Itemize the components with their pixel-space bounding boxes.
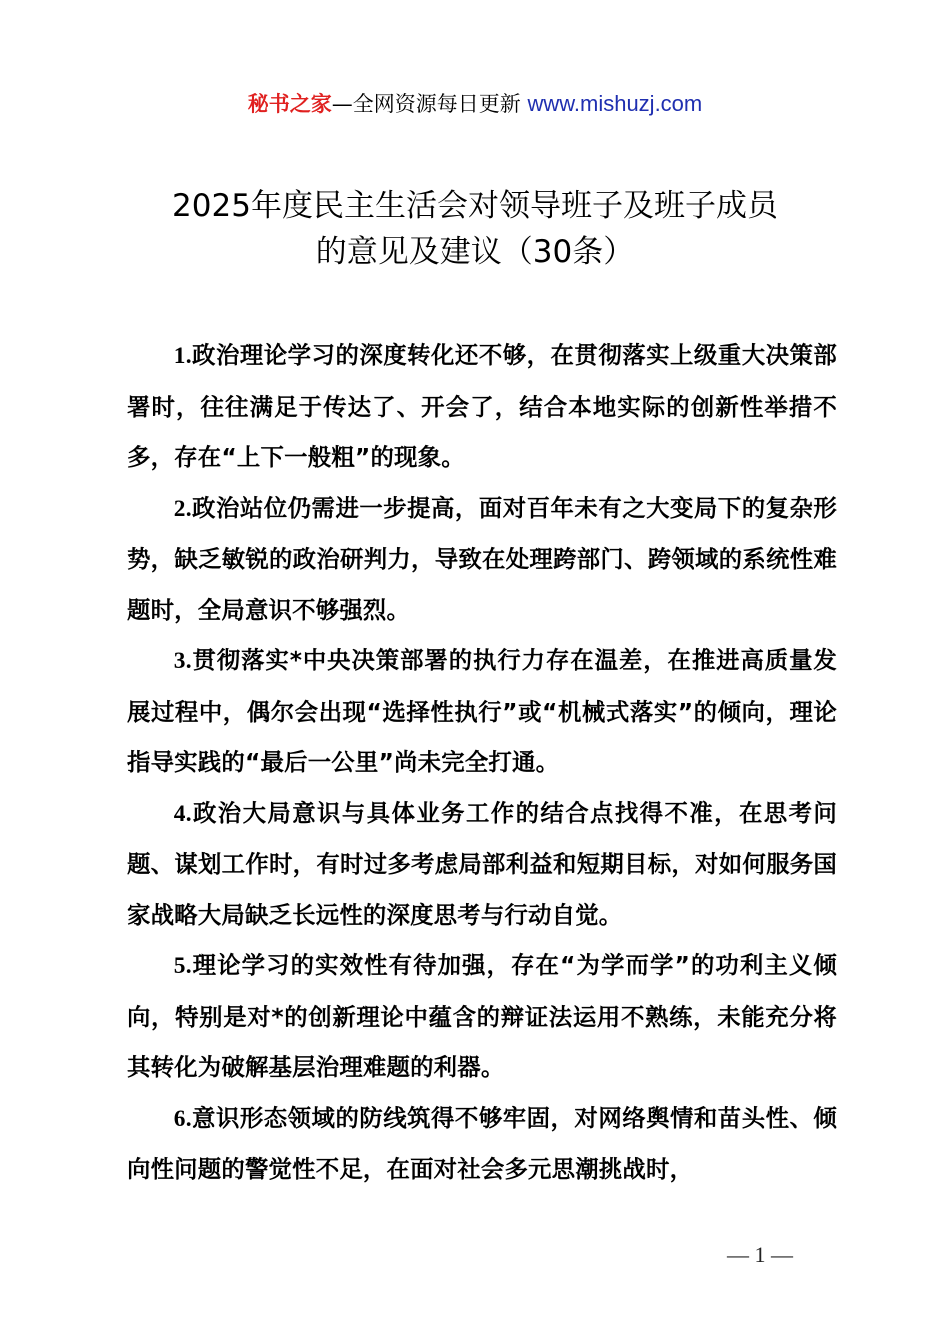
banner-tagline: —全网资源每日更新 xyxy=(331,92,521,116)
item-number: 1. xyxy=(173,343,192,369)
title-line-1: 2025年度民主生活会对领导班子及班子成员 xyxy=(172,188,778,224)
brand-name: 秘书之家 xyxy=(247,92,332,116)
item-text: 贯彻落实*中央决策部署的执行力存在温差，在推进高质量发展过程中，偶尔会出现“选择性执行”或“机械式落实”的倾向，理论指导实践的“最后一公里”尚未完全打通。 xyxy=(127,646,837,776)
opinion-item-4 xyxy=(127,788,837,941)
opinion-item-2 xyxy=(127,483,837,636)
item-number: 2. xyxy=(173,495,192,522)
site-banner xyxy=(0,86,950,122)
item-number: 4. xyxy=(173,800,192,827)
opinion-item-6 xyxy=(127,1093,837,1195)
document-body xyxy=(127,330,837,1195)
opinion-item-3 xyxy=(127,635,837,788)
item-number: 3. xyxy=(173,648,192,674)
item-number: 6. xyxy=(173,1105,192,1132)
site-url-link[interactable]: www.mishuzj.com xyxy=(527,91,703,116)
opinion-item-5 xyxy=(127,940,837,1093)
opinion-item-1 xyxy=(127,330,837,483)
item-text: 政治大局意识与具体业务工作的结合点找得不准，在思考问题、谋划工作时，有时过多考虑局部利益和短期目标，对如何服务国家战略大局缺乏长远性的深度思考与行动自觉。 xyxy=(127,798,837,929)
item-text: 政治理论学习的深度转化还不够，在贯彻落实上级重大决策部署时，往往满足于传达了、开会了，结合本地实际的创新性举措不多，存在“上下一般粗”的现象。 xyxy=(127,341,837,471)
document-title xyxy=(60,183,890,275)
item-text: 政治站位仍需进一步提高，面对百年未有之大变局下的复杂形势，缺乏敏锐的政治研判力，导致在处理跨部门、跨领域的系统性难题时，全局意识不够强烈。 xyxy=(127,493,837,624)
item-text: 理论学习的实效性有待加强，存在“为学而学”的功利主义倾向，特别是对*的创新理论中蕴含的辩证法运用不熟练，未能充分将其转化为破解基层治理难题的利器。 xyxy=(127,951,837,1081)
page-number: — 1 — xyxy=(727,1242,793,1267)
item-text: 意识形态领域的防线筑得不够牢固，对网络舆情和苗头性、倾向性问题的警觉性不足，在面对社会多元思潮挑战时， xyxy=(127,1103,837,1183)
title-line-2: 的意见及建议（30条） xyxy=(315,234,635,270)
item-number: 5. xyxy=(173,953,192,979)
